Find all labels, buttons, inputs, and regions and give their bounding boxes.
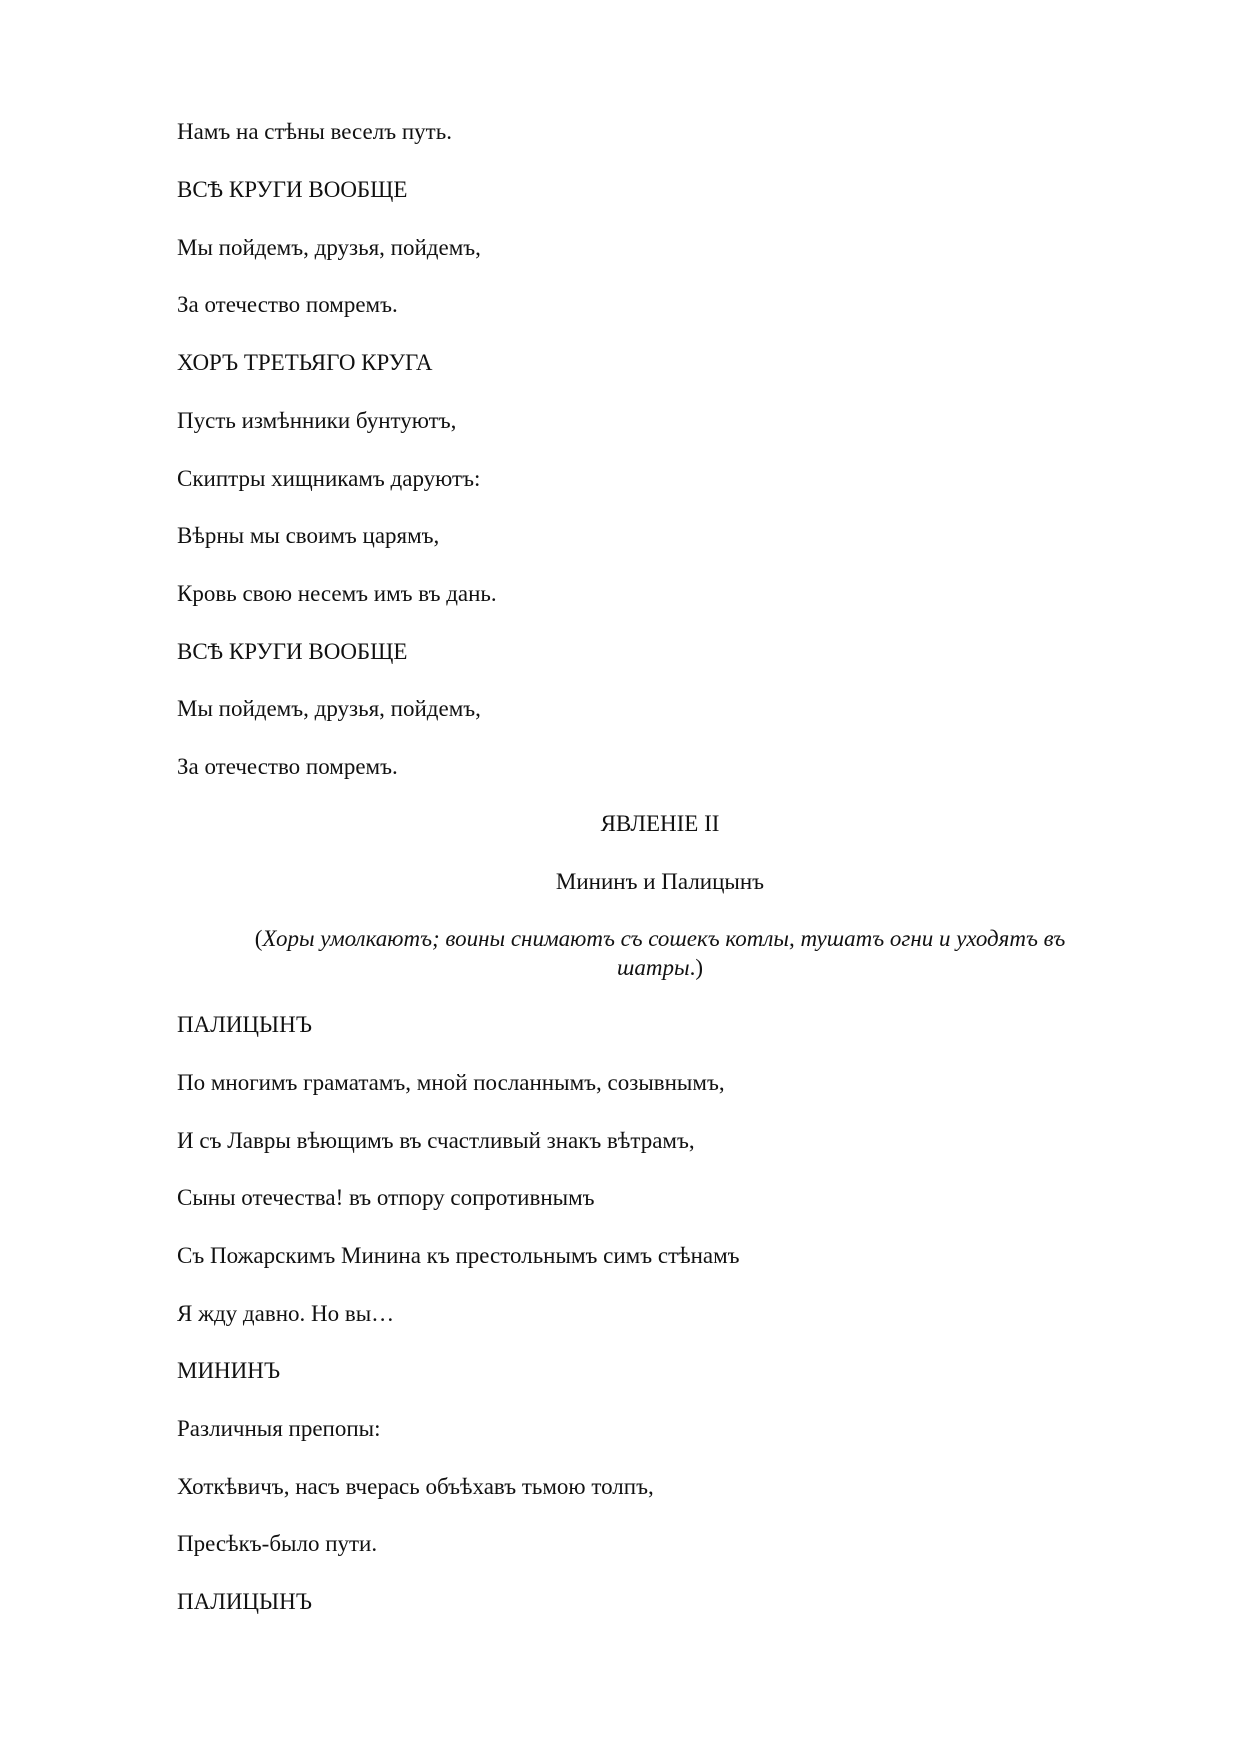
verse-line: Намъ на стѣны веселъ путь. (177, 119, 452, 144)
speaker-heading: ВСѢ КРУГИ ВООБЩЕ (177, 639, 408, 664)
verse-line: Я жду давно. Но вы… (177, 1301, 395, 1326)
verse-line: За отечество помремъ. (177, 292, 398, 317)
speaker-heading: МИНИНЪ (177, 1358, 281, 1383)
verse-line: Мы пойдемъ, друзья, пойдемъ, (177, 235, 481, 260)
verse-line: Различныя препопы: (177, 1416, 381, 1441)
scene-title: ЯВЛЕНІЕ II (600, 811, 720, 836)
verse-line: Мы пойдемъ, друзья, пойдемъ, (177, 696, 481, 721)
stage-direction (200, 924, 1120, 982)
stage-direction-close: .) (689, 955, 703, 980)
speaker-heading: ХОРЪ ТРЕТЬЯГО КРУГА (177, 350, 433, 375)
verse-line: Хоткѣвичъ, насъ вчерась объѣхавъ тьмою толпъ, (177, 1474, 654, 1499)
verse-line: Вѣрны мы своимъ царямъ, (177, 523, 440, 548)
verse-line: Пусть измѣнники бунтуютъ, (177, 408, 457, 433)
stage-direction-text-2: шатры (617, 955, 690, 980)
speaker-heading: ВСѢ КРУГИ ВООБЩЕ (177, 177, 408, 202)
stage-direction-open: ( (254, 926, 263, 951)
stage-direction-text-1: Хоры умолкаютъ; воины снимаютъ съ сошекъ котлы, тушатъ огни и уходятъ въ (262, 926, 1066, 951)
scene-characters: Мининъ и Палицынъ (555, 869, 765, 894)
verse-line: Сыны отечества! въ отпору сопротивнымъ (177, 1185, 595, 1210)
speaker-heading: ПАЛИЦЫНЪ (177, 1589, 312, 1614)
verse-line: Кровь свою несемъ имъ въ дань. (177, 581, 497, 606)
verse-line: Пресѣкъ-было пути. (177, 1531, 378, 1556)
verse-line: Скиптры хищникамъ даруютъ: (177, 466, 481, 491)
verse-line: За отечество помремъ. (177, 754, 398, 779)
verse-line: И съ Лавры вѣющимъ въ счастливый знакъ вѣтрамъ, (177, 1128, 695, 1153)
verse-line: Съ Пожарскимъ Минина къ престольнымъ симъ стѣнамъ (177, 1243, 740, 1268)
speaker-heading: ПАЛИЦЫНЪ (177, 1012, 312, 1037)
verse-line: По многимъ граматамъ, мной посланнымъ, созывнымъ, (177, 1070, 725, 1095)
